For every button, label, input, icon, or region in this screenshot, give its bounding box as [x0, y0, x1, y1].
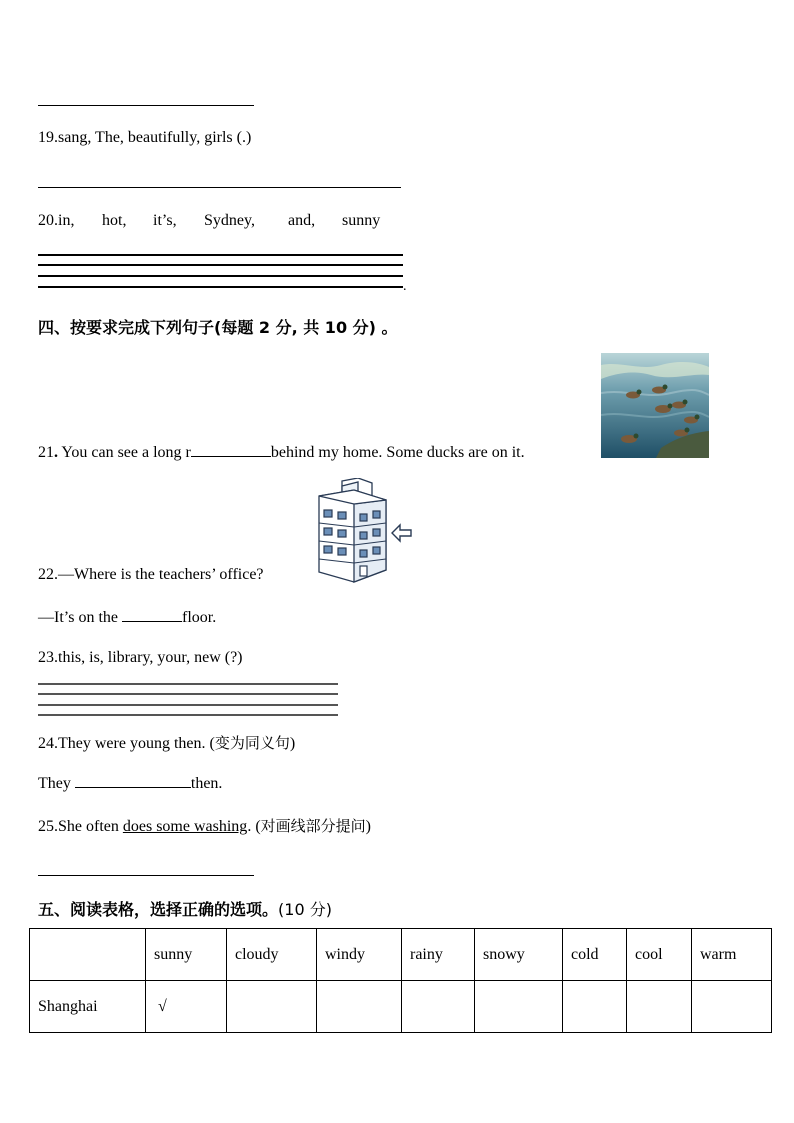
check-cell[interactable]: [692, 981, 772, 1033]
table-header-cell: windy: [317, 929, 402, 981]
table-header-cell: warm: [692, 929, 772, 981]
writing-line: [38, 704, 338, 706]
writing-line: [38, 275, 403, 277]
writing-line: [38, 286, 403, 288]
instruction-cn: 对画线部分提问: [260, 817, 366, 835]
check-cell[interactable]: [146, 981, 227, 1033]
building-image: [314, 478, 414, 584]
weather-table: [29, 928, 772, 1033]
question-23: 23.this, is, library, your, new (?): [38, 649, 243, 666]
answer-line: [38, 875, 254, 876]
question-21: [38, 442, 525, 462]
writing-line: [38, 693, 338, 695]
word: Sydney,: [204, 212, 255, 229]
checkmark: √: [158, 997, 167, 1015]
table-header-cell: cold: [563, 929, 627, 981]
question-22-answer: [38, 607, 216, 627]
underlined-phrase: does some washing: [122, 818, 248, 835]
table-row: [30, 981, 772, 1033]
table-header-cell: rainy: [402, 929, 475, 981]
answer-prefix: —It’s on the: [38, 609, 122, 626]
answer-suffix: then.: [190, 775, 223, 792]
instruction-cn: 变为同义句: [214, 734, 290, 752]
close-paren: ): [289, 735, 296, 752]
writing-line: [38, 683, 338, 685]
check-cell[interactable]: [475, 981, 563, 1033]
table-header-row: [30, 929, 772, 981]
question-text-after: behind my home. Some ducks are on it.: [270, 444, 525, 461]
section-4-title: 四、按要求完成下列句子(每题 2 分, 共 10 分) 。: [38, 318, 398, 337]
table-header-cell: cool: [627, 929, 692, 981]
section-5-title-cn: 五、阅读表格，选择正确的选项。: [38, 900, 279, 919]
answer-prefix: They: [38, 775, 75, 792]
check-cell[interactable]: [227, 981, 317, 1033]
question-text-before: You can see a long r: [58, 444, 191, 461]
question-dot: .: [54, 444, 58, 461]
question-text: 24.They were young then. (: [38, 735, 215, 752]
question-text-after: . (: [247, 818, 261, 835]
section-5-score: (10 分): [278, 900, 332, 919]
answer-suffix: floor.: [182, 609, 217, 626]
writing-line: [38, 254, 403, 256]
question-20: [38, 212, 398, 230]
word: hot,: [102, 212, 127, 229]
question-number: 21: [38, 444, 54, 461]
word: in,: [58, 212, 75, 229]
table-header-cell: snowy: [475, 929, 563, 981]
answer-blank[interactable]: [122, 607, 182, 622]
question-22: 22.—Where is the teachers’ office?: [38, 566, 264, 583]
writing-line: [38, 714, 338, 716]
answer-blank[interactable]: [191, 442, 271, 457]
question-number: 20.: [38, 212, 58, 229]
check-cell[interactable]: [317, 981, 402, 1033]
question-words: sang, The, beautifully, girls (.): [58, 129, 252, 146]
close-paren: ): [365, 818, 371, 835]
check-cell[interactable]: [627, 981, 692, 1033]
arrow-icon: [392, 525, 411, 541]
answer-line: [38, 187, 401, 188]
word: and,: [288, 212, 316, 229]
table-header-cell: [30, 929, 146, 981]
question-number: 19.: [38, 129, 58, 146]
check-cell[interactable]: [402, 981, 475, 1033]
question-text: 25.She often: [38, 818, 123, 835]
word: sunny: [342, 212, 381, 229]
table-header-cell: cloudy: [227, 929, 317, 981]
city-cell: Shanghai: [30, 981, 146, 1033]
question-25: [38, 815, 371, 836]
word: it’s,: [153, 212, 177, 229]
river-ducks-image: [601, 353, 709, 458]
question-24-answer: [38, 773, 222, 793]
writing-line: [38, 264, 403, 266]
answer-blank[interactable]: [75, 773, 191, 788]
check-cell[interactable]: [563, 981, 627, 1033]
question-24: [38, 732, 295, 753]
answer-line: [38, 105, 254, 106]
section-5-title: [38, 897, 332, 920]
table-header-cell: sunny: [146, 929, 227, 981]
question-19: [38, 129, 251, 147]
end-dot: .: [403, 279, 407, 294]
